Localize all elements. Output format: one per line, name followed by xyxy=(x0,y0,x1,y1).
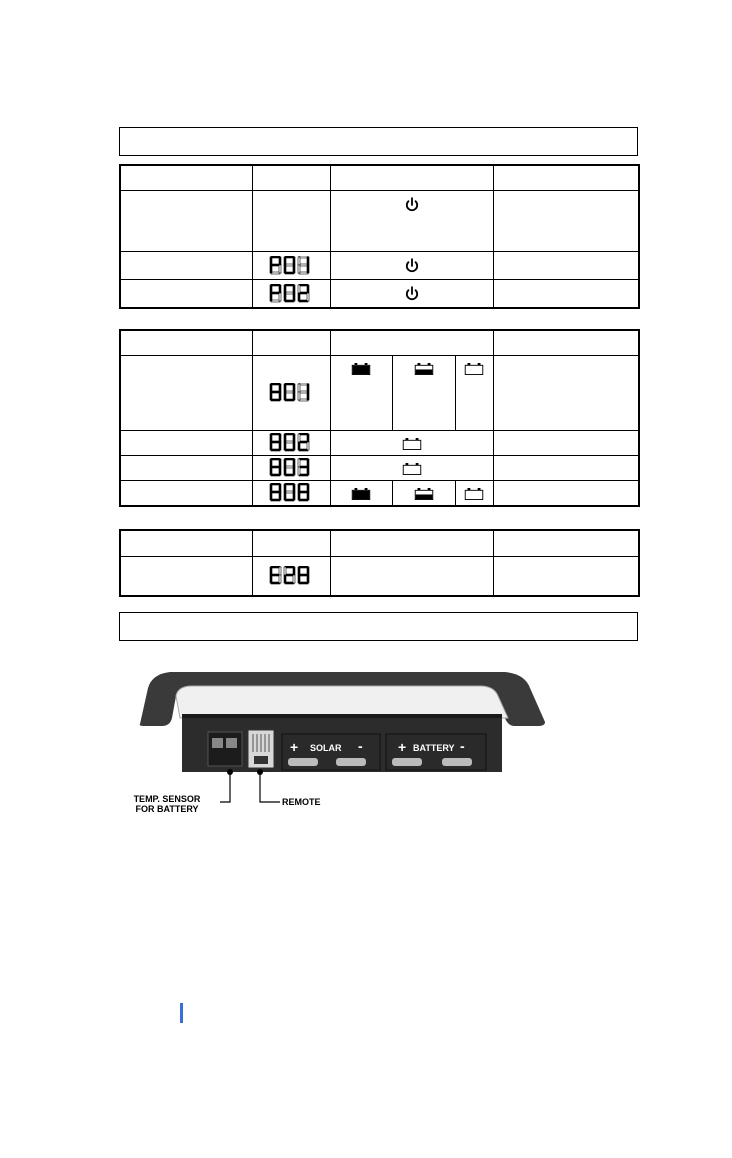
power-table xyxy=(119,164,640,309)
battery-half-icon xyxy=(414,488,434,500)
seven-segment-display xyxy=(268,483,314,503)
power-icon xyxy=(404,258,420,274)
power-icon xyxy=(404,286,420,302)
battery-empty-icon xyxy=(464,363,484,375)
seven-segment-display xyxy=(268,458,314,478)
battery-full-icon xyxy=(351,488,371,500)
battery-half-icon xyxy=(414,363,434,375)
solar-terminal xyxy=(288,758,318,766)
battery-plus: + xyxy=(398,739,407,755)
table-row xyxy=(120,456,639,481)
battery-minus: - xyxy=(460,738,465,754)
table-row xyxy=(120,252,639,280)
solar-terminal xyxy=(336,758,366,766)
error-table xyxy=(119,529,640,597)
seven-segment-display xyxy=(268,433,314,453)
battery-empty-icon xyxy=(402,463,422,475)
battery-empty-icon xyxy=(464,488,484,500)
table-row xyxy=(120,481,639,507)
table-header-row xyxy=(120,165,639,191)
table-header-row xyxy=(120,530,639,557)
temp-sensor-label: TEMP. SENSOR FOR BATTERY xyxy=(133,794,201,814)
battery-full-icon xyxy=(351,363,371,375)
text-cursor-marker xyxy=(180,1003,183,1023)
solar-label: SOLAR xyxy=(310,743,342,753)
temp-sensor-port xyxy=(208,732,242,766)
battery-table xyxy=(119,329,640,507)
power-icon xyxy=(404,197,420,213)
seven-segment-display xyxy=(268,256,314,276)
solar-plus: + xyxy=(290,739,299,755)
controller-cover xyxy=(176,686,508,718)
table-row xyxy=(120,431,639,456)
solar-minus: - xyxy=(358,738,363,754)
display-code xyxy=(0,0,16,10)
seven-segment-display xyxy=(268,284,314,304)
section-header-box xyxy=(119,612,638,641)
battery-empty-icon xyxy=(402,438,422,450)
seven-segment-display xyxy=(268,383,314,403)
table-row xyxy=(120,557,639,597)
battery-label: BATTERY xyxy=(413,743,455,753)
seven-segment-display xyxy=(268,566,314,586)
table-row xyxy=(120,191,639,252)
battery-terminal xyxy=(392,758,422,766)
table-header-row xyxy=(120,330,639,356)
table-row xyxy=(120,280,639,309)
remote-label: REMOTE xyxy=(282,797,321,807)
table-row xyxy=(120,356,639,431)
section-header-box xyxy=(119,127,638,156)
battery-terminal xyxy=(442,758,472,766)
